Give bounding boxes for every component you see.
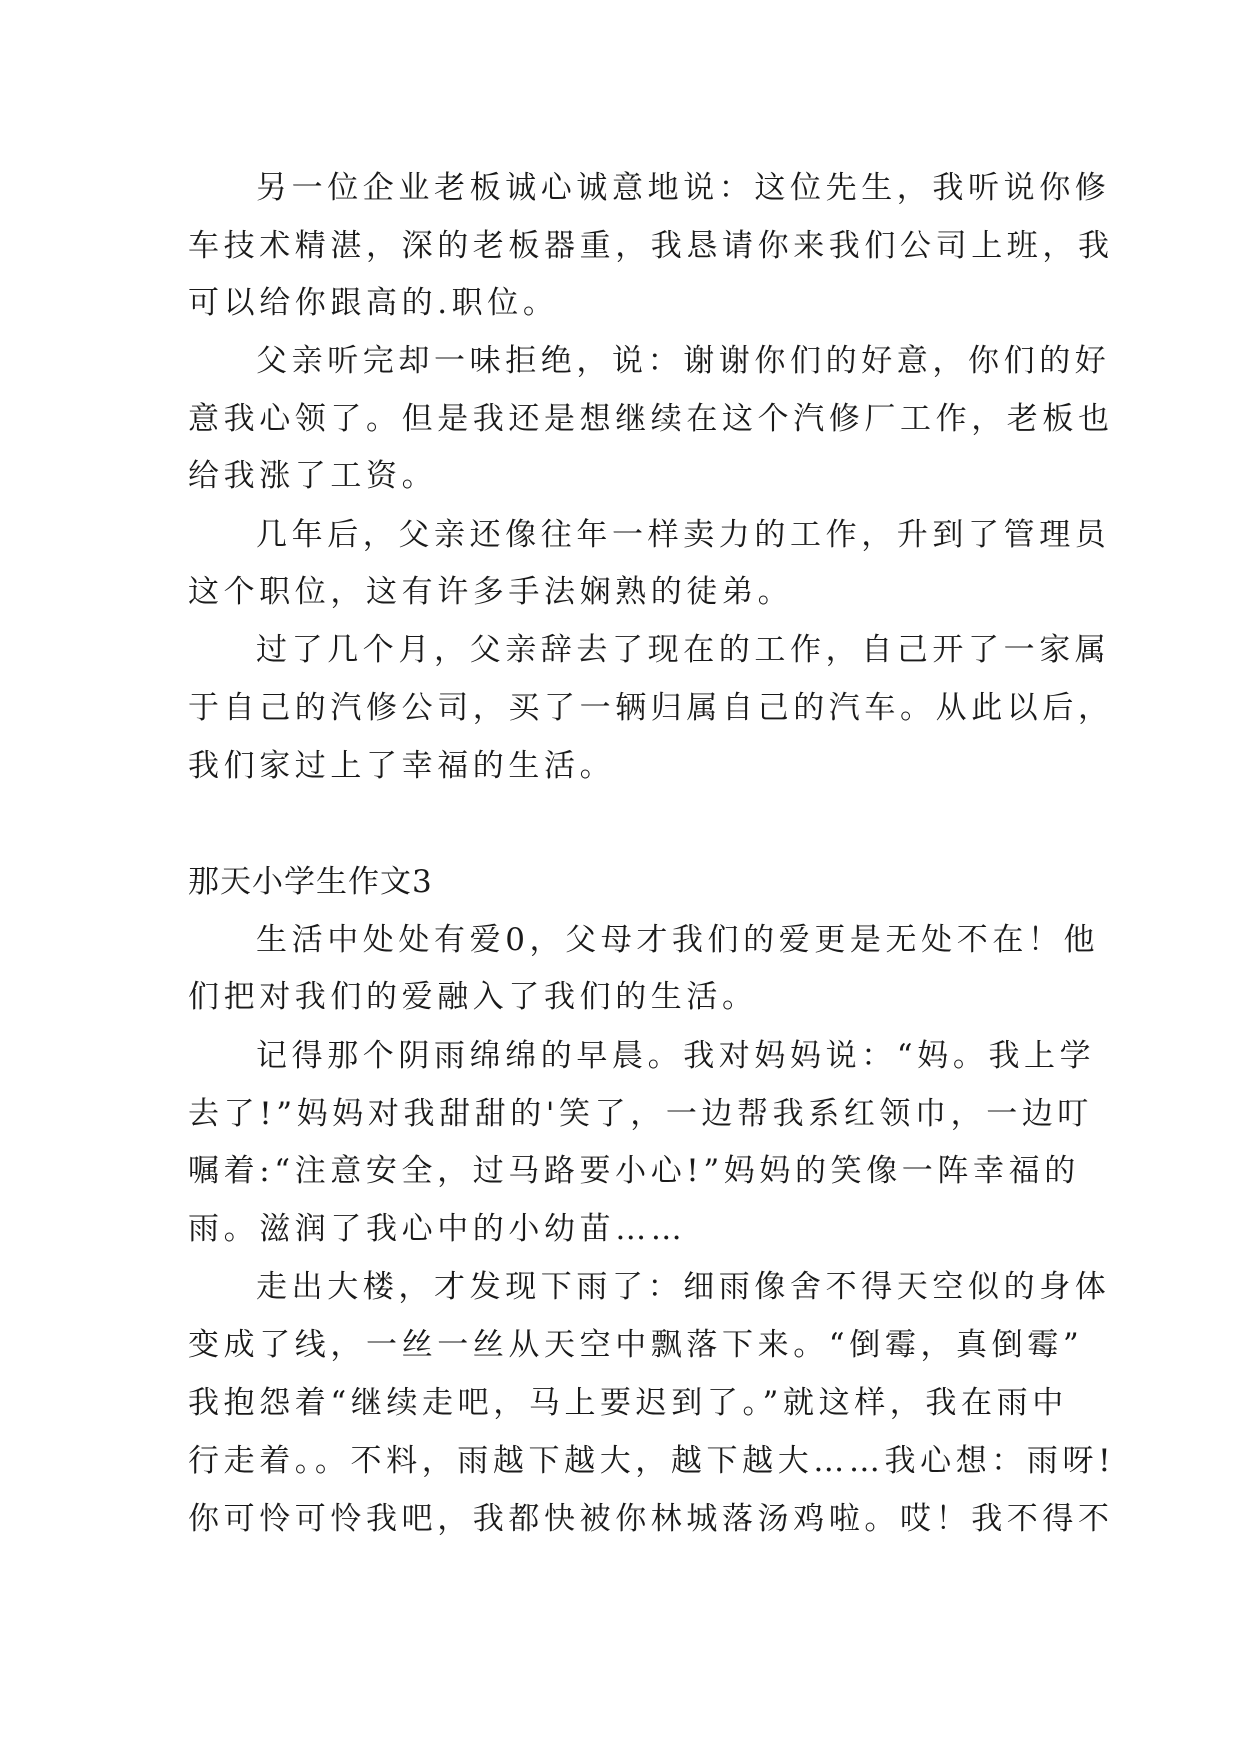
section-paragraph-3-line-5: 你可怜可怜我吧，我都快被你林城落汤鸡啦。哎！我不得不 (188, 1501, 1114, 1537)
paragraph-1-line-3: 可以给你跟高的.职位。 (188, 285, 559, 321)
paragraph-4-line-3: 我们家过上了幸福的生活。 (188, 748, 616, 784)
paragraph-2-line-2: 意我心领了。但是我还是想继续在这个汽修厂工作，老板也 (188, 401, 1114, 437)
paragraph-2-line-3: 给我涨了工资。 (188, 458, 438, 494)
section-paragraph-2-line-4: 雨。滋润了我心中的小幼苗…… (188, 1211, 687, 1247)
section-paragraph-3-line-1: 走出大楼，才发现下雨了：细雨像舍不得天空似的身体 (256, 1269, 1111, 1305)
section-paragraph-2-line-3: 嘱着:“注意安全，过马路要小心!”妈妈的笑像一阵幸福的 (188, 1153, 1080, 1189)
section-paragraph-1-line-2: 们把对我们的爱融入了我们的生活。 (188, 979, 758, 1015)
paragraph-4-line-2: 于自己的汽修公司，买了一辆归属自己的汽车。从此以后， (188, 690, 1114, 726)
paragraph-4-line-1: 过了几个月，父亲辞去了现在的工作，自己开了一家属 (256, 632, 1111, 668)
section-title: 那天小学生作文3 (188, 864, 433, 900)
section-paragraph-3-line-2: 变成了线，一丝一丝从天空中飘落下来。“倒霉，真倒霉” (188, 1327, 1084, 1363)
paragraph-3-line-2: 这个职位，这有许多手法娴熟的徒弟。 (188, 574, 794, 610)
section-paragraph-1-line-1: 生活中处处有爱0，父母才我们的爱更是无处不在！他 (256, 922, 1100, 958)
paragraph-1-line-2: 车技术精湛，深的老板器重，我恳请你来我们公司上班，我 (188, 228, 1114, 264)
paragraph-1-line-1: 另一位企业老板诚心诚意地说：这位先生，我听说你修 (256, 170, 1111, 206)
paragraph-3-line-1: 几年后，父亲还像往年一样卖力的工作，升到了管理员 (256, 517, 1111, 553)
section-paragraph-2-line-2: 去了!”妈妈对我甜甜的'笑了，一边帮我系红领巾，一边叮 (188, 1096, 1094, 1132)
section-paragraph-2-line-1: 记得那个阴雨绵绵的早晨。我对妈妈说：“妈。我上学 (256, 1038, 1096, 1074)
section-paragraph-3-line-3: 我抱怨着“继续走吧，马上要迟到了。”就这样，我在雨中 (188, 1385, 1068, 1421)
paragraph-2-line-1: 父亲听完却一味拒绝，说：谢谢你们的好意，你们的好 (256, 343, 1111, 379)
section-paragraph-3-line-4: 行走着。。不料，雨越下越大，越下越大……我心想：雨呀! (188, 1443, 1116, 1479)
